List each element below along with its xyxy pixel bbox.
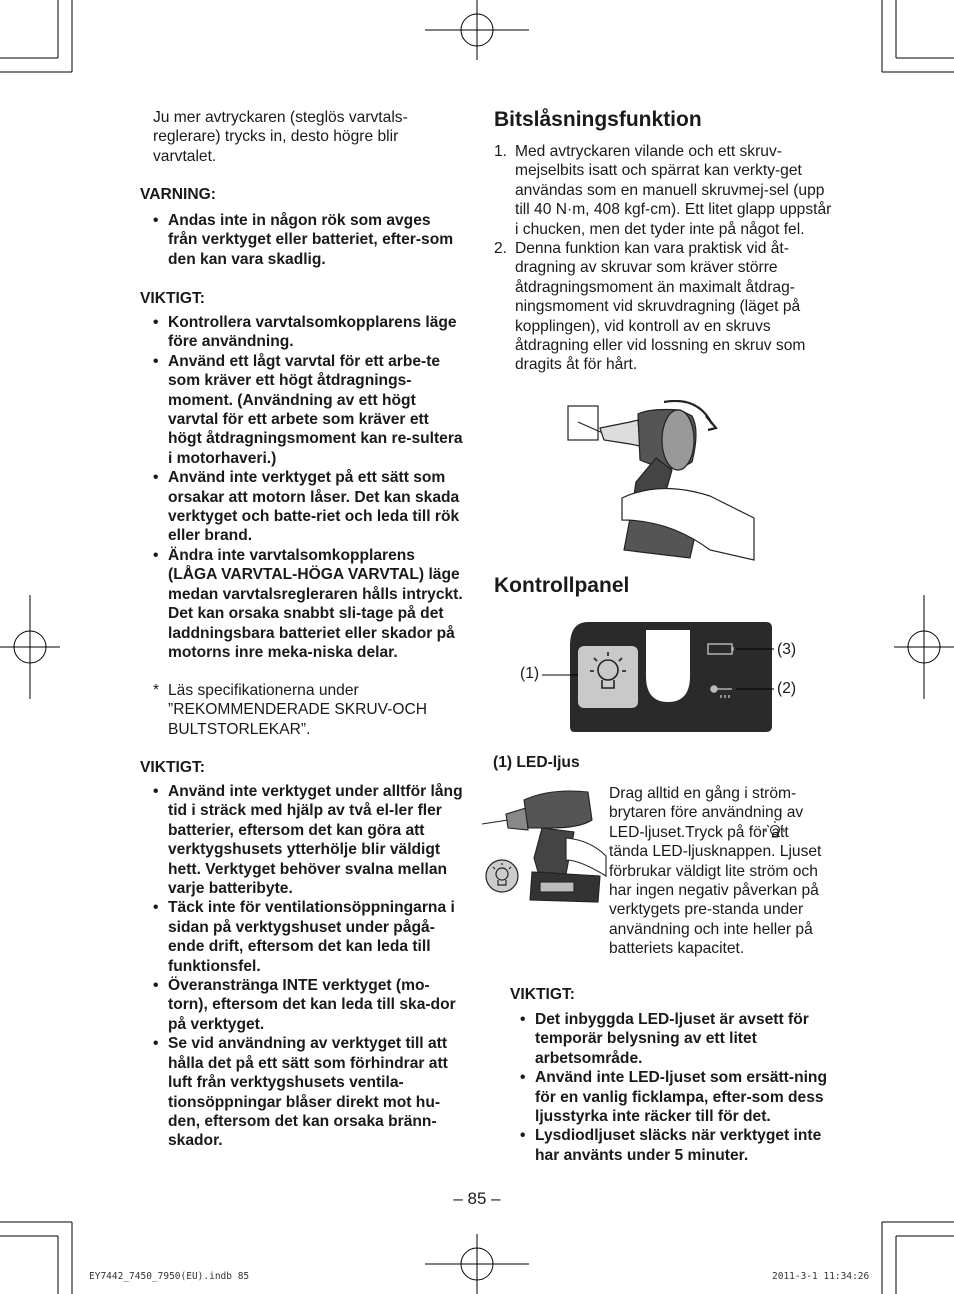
bits-lock-title: Bitslåsningsfunktion [494, 108, 702, 131]
important-list-1 [153, 313, 465, 662]
list-number: 2. [494, 240, 508, 258]
list-item: • Använd ett lågt varvtal för ett arbe-te som kräver ett högt åtdragnings-moment. (Användning av ett högt varvtal för ett arbete som kräver ett högt åtdragningsmoment kan re-sultera i motorhaveri.) [153, 352, 465, 468]
print-footer-timestamp: 2011-3-1 11:34:26 [772, 1271, 870, 1282]
list-item: • Se vid användning av verktyget till att hålla det på ett sätt som förhindrar att luft från verktygshusets ventila-tionsöppningar blåser direkt mot hu-den, eftersom det kan orsaka bränn-skador. [153, 1034, 465, 1150]
intro-paragraph: Ju mer avtryckaren (steglös varvtals-reglerare) trycks in, desto högre blir varvtalet. [153, 109, 408, 165]
spec-note: * Läs specifikationerna under ”REKOMMENDERADE SKRUV-OCH BULTSTORLEKAR”. [153, 681, 448, 739]
list-item [494, 142, 834, 239]
list-item: • Lysdiodljuset släcks när verktyget inte har använts under 5 minuter. [520, 1126, 832, 1165]
list-item: • Ändra inte varvtalsomkopplarens (LÅGA VARVTAL-HÖGA VARVTAL) läge medan varvtalsregleraren hålls intryckt. Det kan orsaka snabbt sli-tage på det laddningsbara batteriet eller skador på motorns inre meka-niska delar. [153, 546, 465, 662]
list-item: • Använd inte verktyget på ett sätt som orsakar att motorn låser. Det kan skada verktyget och batte-riet och leda till rök eller brand. [153, 468, 465, 546]
warning-heading: VARNING: [140, 186, 216, 203]
led-paragraph: Drag alltid en gång i ström-brytaren före användning av LED-ljuset.Tryck på för att tända LED-ljusknappen. Ljuset förbrukar väldigt lite ström och har ingen negativ påverkan på verktygets pre-standa under användning och inte heller på batteriets kapacitet. [609, 785, 822, 958]
rotation-arrow-icon [706, 416, 716, 430]
led-important-list [520, 1010, 832, 1165]
drill-led-illustration [480, 780, 608, 910]
callout-1: (1) [520, 665, 540, 682]
list-item: • Det inbyggda LED-ljuset är avsett för temporär belysning av ett litet arbetsområde. [520, 1010, 832, 1068]
led-light-icon [764, 820, 786, 842]
control-panel-graphic [518, 618, 808, 736]
callout-2: (2) [777, 680, 797, 697]
list-item: • Andas inte in någon rök som avges från verktyget eller batteriet, efter-som den kan vara skadlig. [153, 211, 463, 269]
led-heading: (1) LED-ljus [493, 754, 580, 771]
list-item [494, 239, 834, 375]
list-text: Denna funktion kan vara praktisk vid åt-dragning av skruvar som kräver större åtdragningsmoment än maximalt åtdrag-ningsmoment vid skruvdragning (läget på kopplingen), vid kontroll av en skruvs åtdragning eller vid lossning en skruv som dragits åt för hårt. [515, 240, 806, 374]
print-footer-file: EY7442_7450_7950(EU).indb 85 [89, 1271, 250, 1282]
trigger-window [646, 630, 690, 702]
list-number: 1. [494, 143, 508, 160]
page-number: – 85 – [453, 1189, 501, 1208]
list-item: • Använd inte verktyget under alltför lång tid i sträck med hjälp av två el-ler fler batterier, eftersom det kan göra att verktygshusets ytterhölje blir väldigt hett. Verktyget behöver svalna mellan varje batteribyte. [153, 782, 465, 898]
important-heading-2: VIKTIGT: [140, 759, 205, 776]
important-list-2 [153, 782, 465, 1151]
list-item: • Överanstränga INTE verktyget (mo-torn), eftersom det kan leda till ska-dor på verktyget. [153, 976, 465, 1034]
drill-illustration [560, 400, 760, 572]
warning-list [153, 211, 463, 269]
list-item: • Använd inte LED-ljuset som ersätt-ning för en vanlig ficklampa, efter-som dess ljusstyrka inte räcker till för det. [520, 1068, 832, 1126]
list-item: • Kontrollera varvtalsomkopplarens läge före användning. [153, 313, 465, 352]
list-text: Med avtryckaren vilande och ett skruv-mejselbits isatt och spärrat kan verkty-get användas som en manuell skruvmej-sel (upp till 40 N·m, 408 kgf-cm). Ett litet glapp uppstår i chucken, men det tyder inte på något fel. [515, 143, 832, 238]
callout-3: (3) [777, 641, 797, 658]
control-panel-title: Kontrollpanel [494, 574, 630, 597]
list-item: • Täck inte för ventilationsöppningarna i sidan på verktygshuset under pågå-ende drift, eftersom det kan leda till funktionsfel. [153, 898, 465, 976]
led-important-heading: VIKTIGT: [510, 986, 575, 1003]
bits-lock-list [494, 142, 834, 375]
important-heading-1: VIKTIGT: [140, 290, 205, 307]
